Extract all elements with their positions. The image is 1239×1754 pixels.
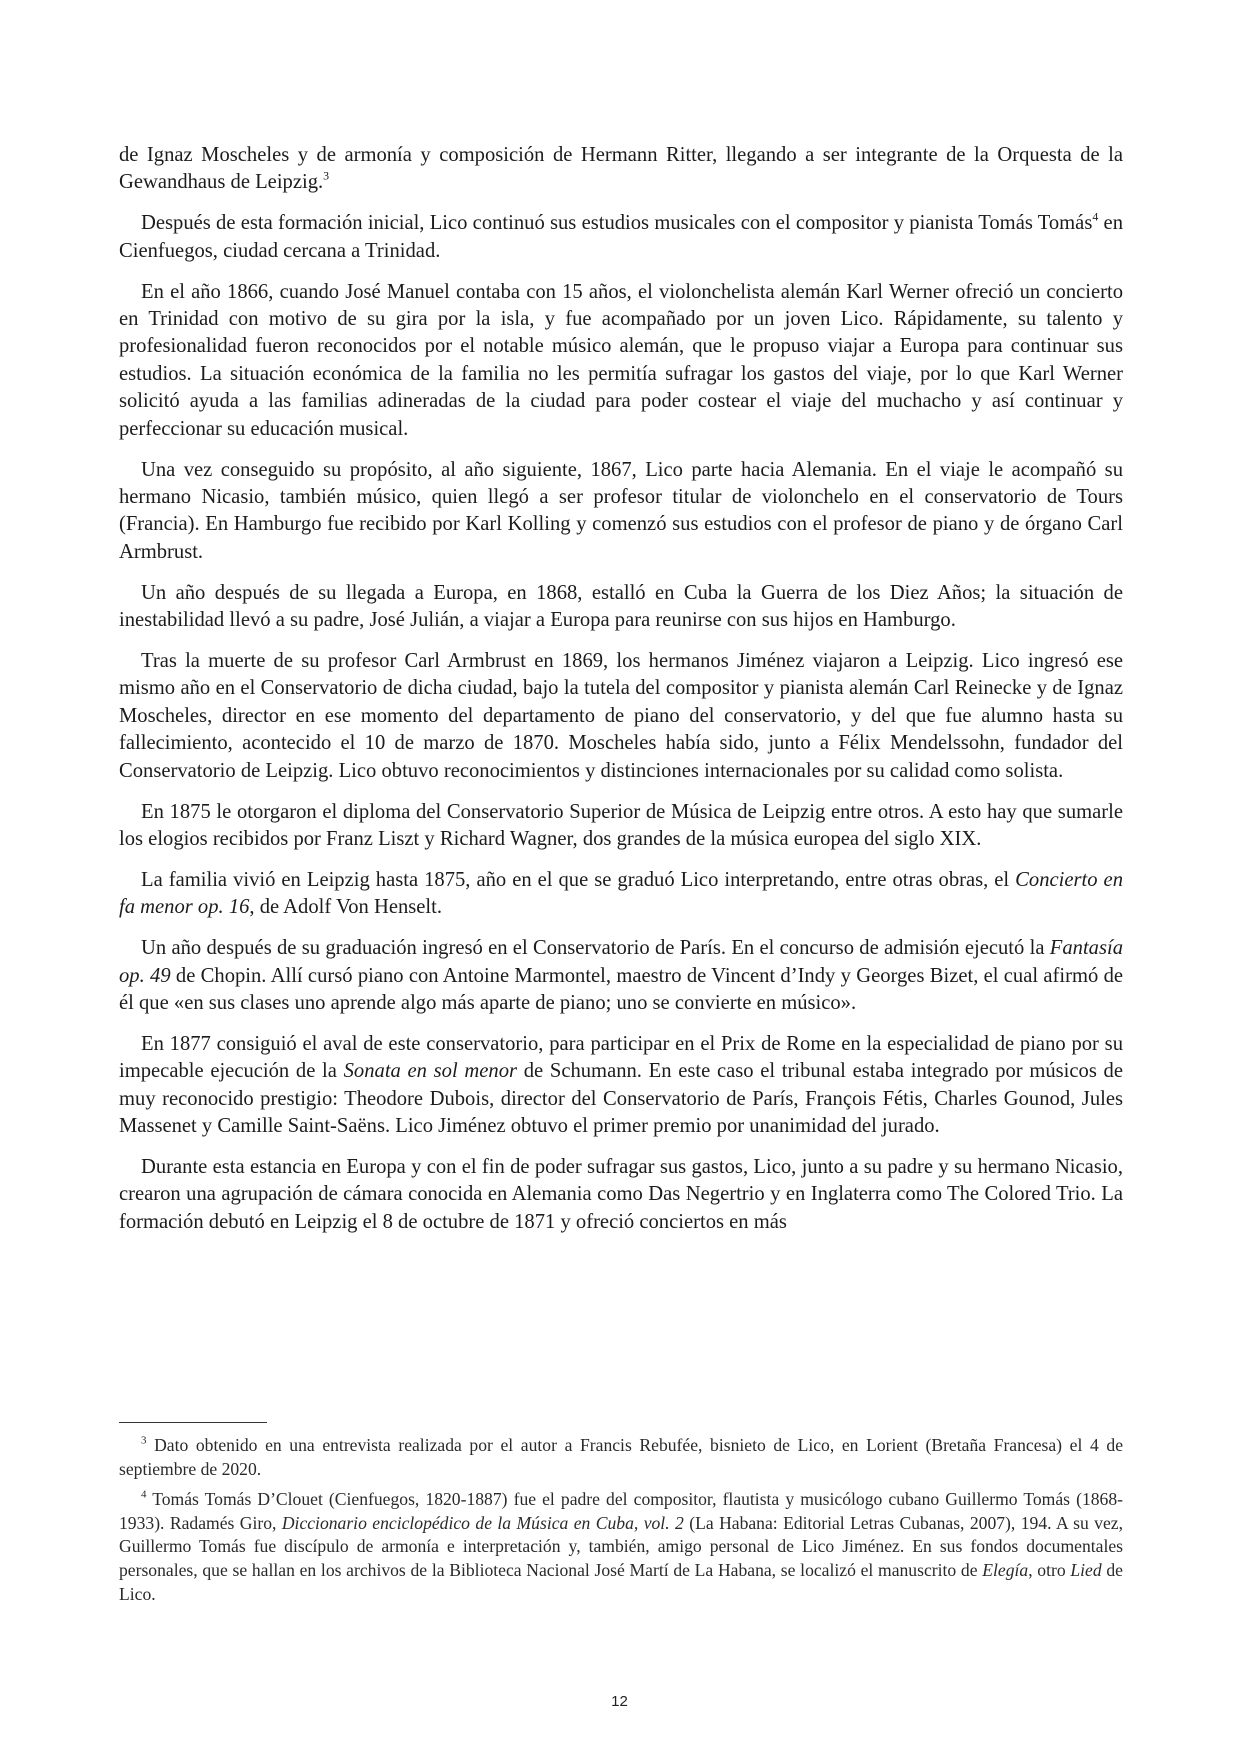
paragraph: En el año 1866, cuando José Manuel contaba con 15 años, el violonchelista alemán Karl Werner ofreció un concierto en Trinidad con motivo de su gira por la isla, y fue acompañado por un joven Lico. Rápidamente, su talento y profesionalidad fueron reconocidos por el notable músico alemán, que le propuso viajar a Europa para continuar sus estudios. La situación económica de la familia no les permitía sufragar los gastos del viaje, por lo que Karl Werner solicitó ayuda a las familias adineradas de la ciudad para poder costear el viaje del muchacho y así continuar y perfeccionar su educación musical. — [119, 280, 1123, 440]
footnote-number: 3 — [141, 1434, 147, 1447]
footnote: $^4$ Tomás Tomás D’Clouet (Cienfuegos, 1820-1887) fue el padre del compositor, flautista y musicólogo cubano Guillermo Tomás (1868-1933). Radamés Giro, Diccionario enciclopédico de la Música en Cuba, vol. 2 (La Habana: Editorial Letras Cubanas, 2007), 194. A su vez, Guillermo Tomás fue discípulo de armonía e interpretación y, también, amigo personal de Lico Jiménez. En sus fondos documentales personales, que se hallan en los archivos de la Biblioteca Nacional José Martí de La Habana, se localizó el manuscrito de Elegía, otro Lied de Lico. — [119, 1488, 1123, 1604]
work-title: Fantasía op. 49 — [119, 937, 1123, 987]
footnote-number: 4 — [141, 1488, 147, 1501]
footnote: $^3$ Dato obtenido en una entrevista realizada por el autor a Francis Rebufée, bisnieto de Lico, en Lorient (Bretaña Francesa) el 4 de septiembre de 2020. — [119, 1434, 1123, 1479]
footnote-ref[interactable]: 4 — [1092, 209, 1099, 224]
genre-term: Lied — [1070, 1559, 1102, 1580]
footnotes — [119, 1434, 1123, 1613]
work-title: Concierto en fa menor op. 16 — [119, 868, 1123, 919]
paragraph: Después de esta formación inicial, Lico continuó sus estudios musicales con el compositor y pianista Tomás Tomás$^4$ en Cienfuegos, ciudad cercana a Trinidad. — [119, 209, 1123, 262]
paragraph: Una vez conseguido su propósito, al año siguiente, 1867, Lico parte hacia Alemania. En el viaje le acompañó su hermano Nicasio, también músico, quien llegó a ser profesor titular de violonchelo en el conservatorio de Tours (Francia). En Hamburgo fue recibido por Karl Kolling y comenzó sus estudios con el profesor de piano y de órgano Carl Armbrust. — [119, 458, 1123, 563]
page-number: 12 — [611, 1693, 628, 1710]
paragraph: La familia vivió en Leipzig hasta 1875, año en el que se graduó Lico interpretando, entre otras obras, el Concierto en fa menor op. 16, de Adolf Von Henselt. — [119, 868, 1123, 919]
body-text — [119, 142, 1123, 1236]
paragraph: En 1875 le otorgaron el diploma del Conservatorio Superior de Música de Leipzig entre otros. A esto hay que sumarle los elogios recibidos por Franz Liszt y Richard Wagner, dos grandes de la música europea del siglo XIX. — [119, 800, 1123, 850]
paragraph: de Ignaz Moscheles y de armonía y composición de Hermann Ritter, llegando a ser integrante de la Orquesta de la Gewandhaus de Leipzig.$^3$ — [119, 144, 1123, 194]
footnote-divider — [119, 1422, 267, 1423]
book-title: Diccionario enciclopédico de la Música en Cuba, vol. 2 — [281, 1512, 684, 1533]
work-title: Elegía — [982, 1559, 1029, 1580]
footnote-ref[interactable]: 3 — [323, 169, 330, 184]
paragraph: Un año después de su llegada a Europa, en 1868, estalló en Cuba la Guerra de los Diez Años; la situación de inestabilidad llevó a su padre, José Julián, a viajar a Europa para reunirse con sus hijos en Hamburgo. — [119, 581, 1123, 632]
paragraph: En 1877 consiguió el aval de este conservatorio, para participar en el Prix de Rome en la especialidad de piano por su impecable ejecución de la Sonata en sol menor de Schumann. En este caso el tribunal estaba integrado por músicos de muy reconocido prestigio: Theodore Dubois, director del Conservatorio de París, François Fétis, Charles Gounod, Jules Massenet y Camille Saint-Saëns. Lico Jiménez obtuvo el primer premio por unanimidad del jurado. — [119, 1032, 1123, 1138]
paragraph: Un año después de su graduación ingresó en el Conservatorio de París. En el concurso de admisión ejecutó la Fantasía op. 49 de Chopin. Allí cursó piano con Antoine Marmontel, maestro de Vincent d’Indy y Georges Bizet, el cual afirmó de él que «en sus clases uno aprende algo más aparte de piano; uno se convierte en músico». — [119, 937, 1124, 1014]
paragraph: Tras la muerte de su profesor Carl Armbrust en 1869, los hermanos Jiménez viajaron a Leipzig. Lico ingresó ese mismo año en el Conservatorio de dicha ciudad, bajo la tutela del compositor y pianista alemán Carl Reinecke y de Ignaz Moscheles, director en ese momento del departamento de piano del conservatorio, y del que fue alumno hasta su fallecimiento, acontecido el 10 de marzo de 1870. Moscheles había sido, junto a Félix Mendelssohn, fundador del Conservatorio de Leipzig. Lico obtuvo reconocimientos y distinciones internacionales por su calidad como solista. — [119, 650, 1123, 782]
work-title: Sonata en sol menor — [343, 1060, 518, 1083]
paragraph: Durante esta estancia en Europa y con el fin de poder sufragar sus gastos, Lico, junto a su padre y su hermano Nicasio, crearon una agrupación de cámara conocida en Alemania como Das Negertrio y en Inglaterra como The Colored Trio. La formación debutó en Leipzig el 8 de octubre de 1871 y ofreció conciertos en más — [119, 1156, 1123, 1233]
